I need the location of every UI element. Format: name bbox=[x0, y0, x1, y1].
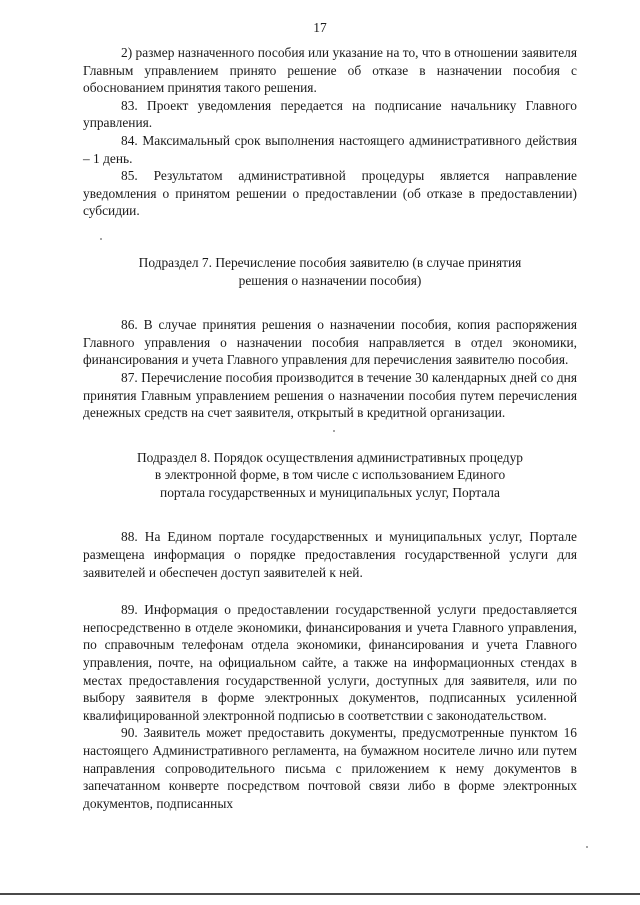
section-8-heading bbox=[83, 449, 577, 502]
spacer bbox=[83, 501, 577, 528]
scan-speck bbox=[333, 430, 335, 432]
paragraph-88: 88. На Едином портале государственных и муниципальных услуг, Портале размещена информация о порядке предоставления государственной услуги для заявителей и обеспечен доступ заявителей к ней. bbox=[83, 529, 577, 580]
page-number: 17 bbox=[313, 20, 327, 35]
paragraph-83: 83. Проект уведомления передается на подписание начальнику Главного управления. bbox=[83, 97, 577, 131]
scan-speck bbox=[586, 846, 588, 848]
section-8-heading-line-1: Подраздел 8. Порядок осуществления административных процедур bbox=[137, 449, 523, 465]
scan-speck bbox=[100, 238, 102, 240]
paragraph-2-tail: 2) размер назначенного пособия или указание на то, что в отношении заявителя Главным управлением принято решение об отказе в назначении пособия с обоснованием принятия такого решения. bbox=[83, 45, 577, 96]
section-7-heading-line-1: Подраздел 7. Перечисление пособия заявителю (в случае принятия bbox=[138, 254, 522, 270]
scan-edge-line bbox=[0, 893, 640, 895]
paragraph-89: 89. Информация о предоставлении государственной услуги предоставляется непосредственно в отделе экономики, финансирования и учета Главного управления, по справочным телефонам отдела экономики, финансирования и учета Главного управления, почте, на официальном сайте, а также на информационных стендах в местах предоставления государственной услуги, доступных для заявителя, или по выбору заявителя в форме электронных документов, подписанных усиленной квалифицированной электронной подписью в соответствии с законодательством. bbox=[83, 602, 577, 723]
spacer bbox=[83, 289, 577, 316]
paragraph-86: 86. В случае принятия решения о назначении пособия, копия распоряжения Главного управления о назначении пособия направляется в отдел экономики, финансирования и учета Главного управления для перечисления заявителю пособия. bbox=[83, 317, 577, 368]
paragraph-87: 87. Перечисление пособия производится в течение 30 календарных дней со дня принятия Главным управлением решения о назначении пособия путем перечисления денежных средств на счет заявителя, открытый в кредитной организации. bbox=[83, 369, 577, 421]
section-7-heading bbox=[83, 254, 577, 289]
spacer bbox=[83, 581, 577, 601]
paragraph-90: 90. Заявитель может предоставить документы, предусмотренные пунктом 16 настоящего Административного регламента, на бумажном носителе лично или путем направления сопроводительного письма с приложением к нему документов в запечатанном конверте посредством почтовой связи либо в форме электронных документов, подписанных bbox=[83, 725, 577, 811]
section-8-heading-line-3: портала государственных и муниципальных услуг, Портала bbox=[160, 484, 500, 500]
spacer bbox=[83, 422, 577, 449]
paragraph-84: 84. Максимальный срок выполнения настоящего административного действия – 1 день. bbox=[83, 132, 577, 166]
page-content bbox=[83, 44, 577, 812]
section-8-heading-line-2: в электронной форме, в том числе с использованием Единого bbox=[154, 467, 506, 483]
section-7-heading-line-2: решения о назначении пособия) bbox=[238, 272, 422, 288]
paragraph-85: 85. Результатом административной процедуры является направление уведомления о принятом решении о предоставлении (об отказе в предоставлении) субсидии. bbox=[83, 168, 577, 219]
spacer bbox=[83, 220, 577, 254]
